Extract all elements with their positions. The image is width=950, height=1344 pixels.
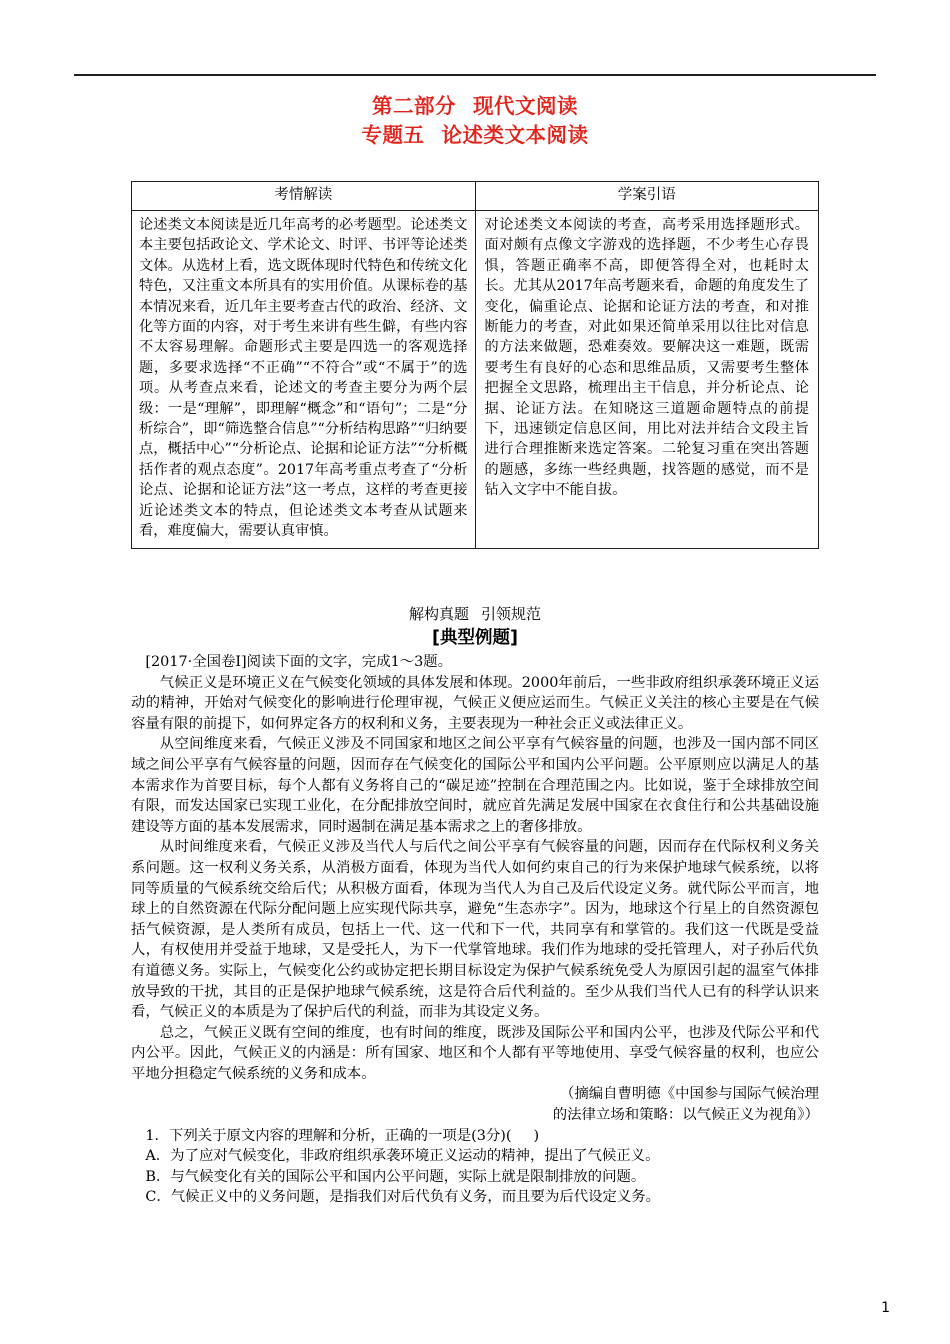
question-stem-tail: ) — [533, 1127, 540, 1144]
question-stem-text: 1．下列关于原文内容的理解和分析，正确的一项是(3分)( — [145, 1127, 512, 1144]
question-stem — [131, 1126, 819, 1147]
passage-paragraph: 总之，气候正义既有空间的维度，也有时间的维度，既涉及国际公平和国内公平，也涉及代际公平和代内公平。因此，气候正义的内涵是：所有国家、地区和个人都有平等地使用、享受气候容量的权利，也应公平地分担稳定气候系统的义务和成本。 — [131, 1024, 819, 1082]
page-title — [0, 92, 950, 150]
passage-content — [131, 652, 819, 1208]
part-label: 第二部分 — [372, 94, 456, 118]
passage-paragraph: 从空间维度来看，气候正义涉及不同国家和地区之间公平享有气候容量的问题，也涉及一国内部不同区域之间公平享有气候容量的问题，因而存在气候变化的国际公平和国内公平问题。公平原则应以满足人的基本需求作为首要目标，每个人都有义务将自己的“碳足迹”控制在合理范围之内。比如说，鉴于全球排放空间有限，而发达国家已实现工业化，在分配排放空间时，就应首先满足发展中国家在衣食住行和公共基础设施建设等方面的基本发展需求，同时遏制在满足基本需求之上的奢侈排放。 — [131, 736, 819, 835]
cell-study-intro — [475, 211, 819, 549]
passage-prompt: [2017·全国卷Ⅰ]阅读下面的文字，完成1～3题。 — [145, 654, 453, 670]
cell-exam-analysis — [132, 211, 476, 549]
topic-label: 专题五 — [361, 123, 425, 147]
question-option-c[interactable]: C．气候正义中的义务问题，是指我们对后代负有义务，而且要为后代设定义务。 — [145, 1189, 661, 1206]
table-row — [132, 211, 819, 549]
section-heading-example: [典型例题] — [432, 628, 518, 648]
section-heading-deconstruct — [0, 603, 950, 625]
column-header-study-intro: 学案引语 — [475, 182, 819, 211]
deconstruct-label-2: 引领规范 — [481, 605, 542, 623]
question-option-a[interactable]: A．为了应对气候变化，非政府组织承袭环境正义运动的精神，提出了气候正义。 — [145, 1148, 660, 1165]
deconstruct-label-1: 解构真题 — [408, 605, 469, 623]
topic-subject: 论述类文本阅读 — [441, 123, 589, 147]
exam-analysis-text: 论述类文本阅读是近几年高考的必考题型。论述类文本主要包括政论文、学术论文、时评、书评等论述类文体。从选材上看，选文既体现时代特色和传统文化特色，又注重文本所具有的实用价值。从课标卷的基本情况来看，近几年主要考查古代的政治、经济、文化等方面的内容，对于考生来讲有些生僻，有些内容不太容易理解。命题形式主要是四选一的客观选择题，多要求选择“不正确”“不符合”或“不属于”的选项。从考查点来看，论述文的考查主要分为两个层级：一是“理解”，即理解“概念”和“语句”；二是“分析综合”，即“筛选整合信息”“分析结构思路”“归纳要点，概括中心”“分析论点、论据和论证方法”“分析概括作者的观点态度”。2017年高考重点考查了“分析论点、论据和论证方法”这一考点，这样的考查更接近论述类文本的特点，但论述类文本考查从试题来看，难度偏大，需要认真审慎。 — [139, 217, 468, 540]
title-line-part — [0, 92, 950, 121]
info-table — [131, 181, 819, 549]
passage-source-line: （摘编自曹明德《中国参与国际气候治理 — [559, 1086, 819, 1103]
passage-paragraph: 气候正义是环境正义在气候变化领域的具体发展和体现。2000年前后，一些非政府组织承袭环境正义运动的精神，开始对气候变化的影响进行伦理审视，气候正义便应运而生。气候正义关注的核心主要是在气候容量有限的前提下，如何界定各方的权利和义务，主要表现为一种社会正义或法律正义。 — [131, 674, 819, 732]
column-header-exam-analysis: 考情解读 — [132, 182, 476, 211]
part-subject: 现代文阅读 — [473, 94, 578, 118]
study-intro-text: 对论述类文本阅读的考查，高考采用选择题形式。面对颇有点像文字游戏的选择题，不少考生心存畏惧，答题正确率不高，即便答得全对，也耗时太长。尤其从2017年高考题来看，命题的角度发生了变化，偏重论点、论据和论证方法的考查，和对推断能力的考查，对此如果还简单采用以往比对信息的方法来做题，恐难奏效。要解决这一难题，既需要考生有良好的心态和思维品质，又需要考生整体把握全文思路，梳理出主干信息，并分析论点、论据、论证方法。在知晓这三道题命题特点的前提下，迅速锁定信息区间，用比对法并结合文段主旨进行合理推断来选定答案。二轮复习重在突出答题的题感，多练一些经典题，找答题的感觉，而不是钻入文字中不能自拔。 — [484, 217, 809, 499]
table-header-row — [132, 182, 819, 211]
passage-paragraph: 从时间维度来看，气候正义涉及当代人与后代之间公平享有气候容量的问题，因而存在代际权利义务关系问题。这一权利义务关系，从消极方面看，体现为当代人如何约束自己的行为来保护地球气候系统，以将同等质量的气候系统交给后代；从积极方面看，体现为当代人为自己及后代设定义务。就代际公平而言，地球上的自然资源在代际分配问题上应实现代际共享，避免“生态赤字”。因为，地球这个行星上的自然资源包括气候资源，是人类所有成员，包括上一代、这一代和下一代，共同享有和掌管的。我们这一代既是受益人，有权使用并受益于地球，又是受托人，为下一代掌管地球。我们作为地球的受托管理人，对子孙后代负有道德义务。实际上，气候变化公约或协定把长期目标设定为保护气候系统免受人为原因引起的温室气体排放导致的干扰，其目的正是保护地球气候系统，这是符合后代利益的。至少从我们当代人已有的科学认识来看，气候正义的本质是为了保护后代的利益，而非为其设定义务。 — [131, 839, 819, 1021]
title-line-topic — [0, 121, 950, 150]
top-divider-rule — [74, 74, 876, 76]
page-number: 1 — [881, 1300, 890, 1316]
passage-source-line: 的法律立场和策略：以气候正义为视角》） — [552, 1107, 819, 1124]
question-option-b[interactable]: B．与气候变化有关的国际公平和国内公平问题，实际上就是限制排放的问题。 — [145, 1168, 646, 1185]
